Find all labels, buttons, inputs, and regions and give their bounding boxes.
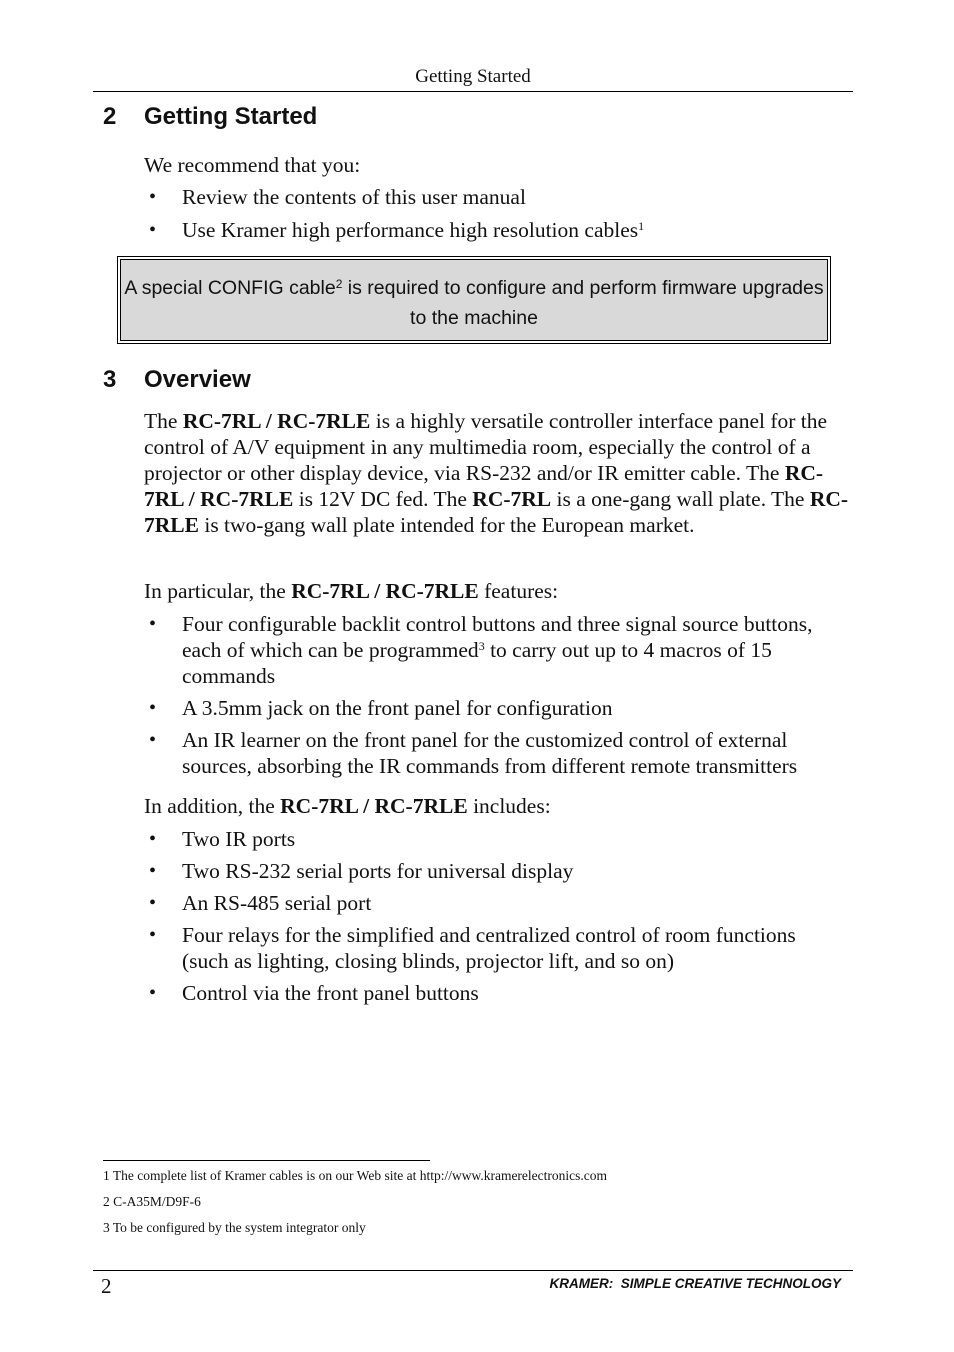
features-list [144,611,844,779]
list-item: • Control via the front panel buttons [144,980,844,1006]
overview-paragraph: The RC-7RL / RC-7RLE is a highly versatile controller interface panel for the control of A/V equipment in any multimedia room, especially the control of a projector or other display device, via RS-232 and/or IR emitter cable. The RC-7RL / RC-7RLE is 12V DC fed. The RC-7RL is a one-gang wall plate. The RC-7RLE is two-gang wall plate intended for the European market. [144,409,849,537]
section-2-title: Getting Started [144,103,318,130]
footnote-rule [103,1160,430,1161]
list-item: • Two IR ports [144,826,844,852]
includes-intro: In addition, the RC-7RL / RC-7RLE includes: [144,794,551,818]
recommend-list [144,184,844,243]
page-number: 2 [101,1274,112,1298]
section-2-heading [103,103,317,131]
includes-list [144,826,844,1006]
footnote-2: 2 C-A35M/D9F-6 [103,1194,201,1209]
footnote-ref[interactable]: 1 [638,219,645,233]
header-rule [93,91,853,92]
list-item: • Review the contents of this user manual [144,184,844,210]
footnote-3: 3 To be configured by the system integrator only [103,1220,366,1235]
section-2-intro: We recommend that you: [144,153,361,177]
footnote-1: 1 The complete list of Kramer cables is on our Web site at http://www.kramerelectronics.com [103,1168,608,1183]
footer-rule [93,1270,853,1271]
list-item: • A 3.5mm jack on the front panel for configuration [144,695,844,721]
section-3-number: 3 [103,366,117,393]
running-header: Getting Started [415,66,531,87]
list-item: • An IR learner on the front panel for the customized control of external sources, absorbing the IR commands from different remote transmitters [144,727,844,779]
features-intro: In particular, the RC-7RL / RC-7RLE features: [144,579,559,603]
footnote-ref[interactable]: 3 [478,639,485,653]
list-item: • An RS-485 serial port [144,890,844,916]
list-item: • Four configurable backlit control buttons and three signal source buttons, each of which can be programmed$^3$ to carry out up to 4 macros of 15 commands [144,611,844,689]
note-box [117,256,831,344]
footer-brand: KRAMER: SIMPLE CREATIVE TECHNOLOGY [549,1276,841,1291]
section-3-heading [103,366,251,394]
section-3-title: Overview [144,366,251,393]
list-item: • Four relays for the simplified and centralized control of room functions (such as lighting, closing blinds, projector lift, and so on) [144,922,844,974]
list-item: • Two RS-232 serial ports for universal display [144,858,844,884]
footnote-ref[interactable]: 2 [335,277,343,291]
note-text: A special CONFIG cable$^2$ is required to configure and perform firmware upgrades to the machine [120,259,828,341]
section-2-number: 2 [103,103,117,130]
list-item: • Use Kramer high performance high resolution cables$^1$ [144,217,844,243]
